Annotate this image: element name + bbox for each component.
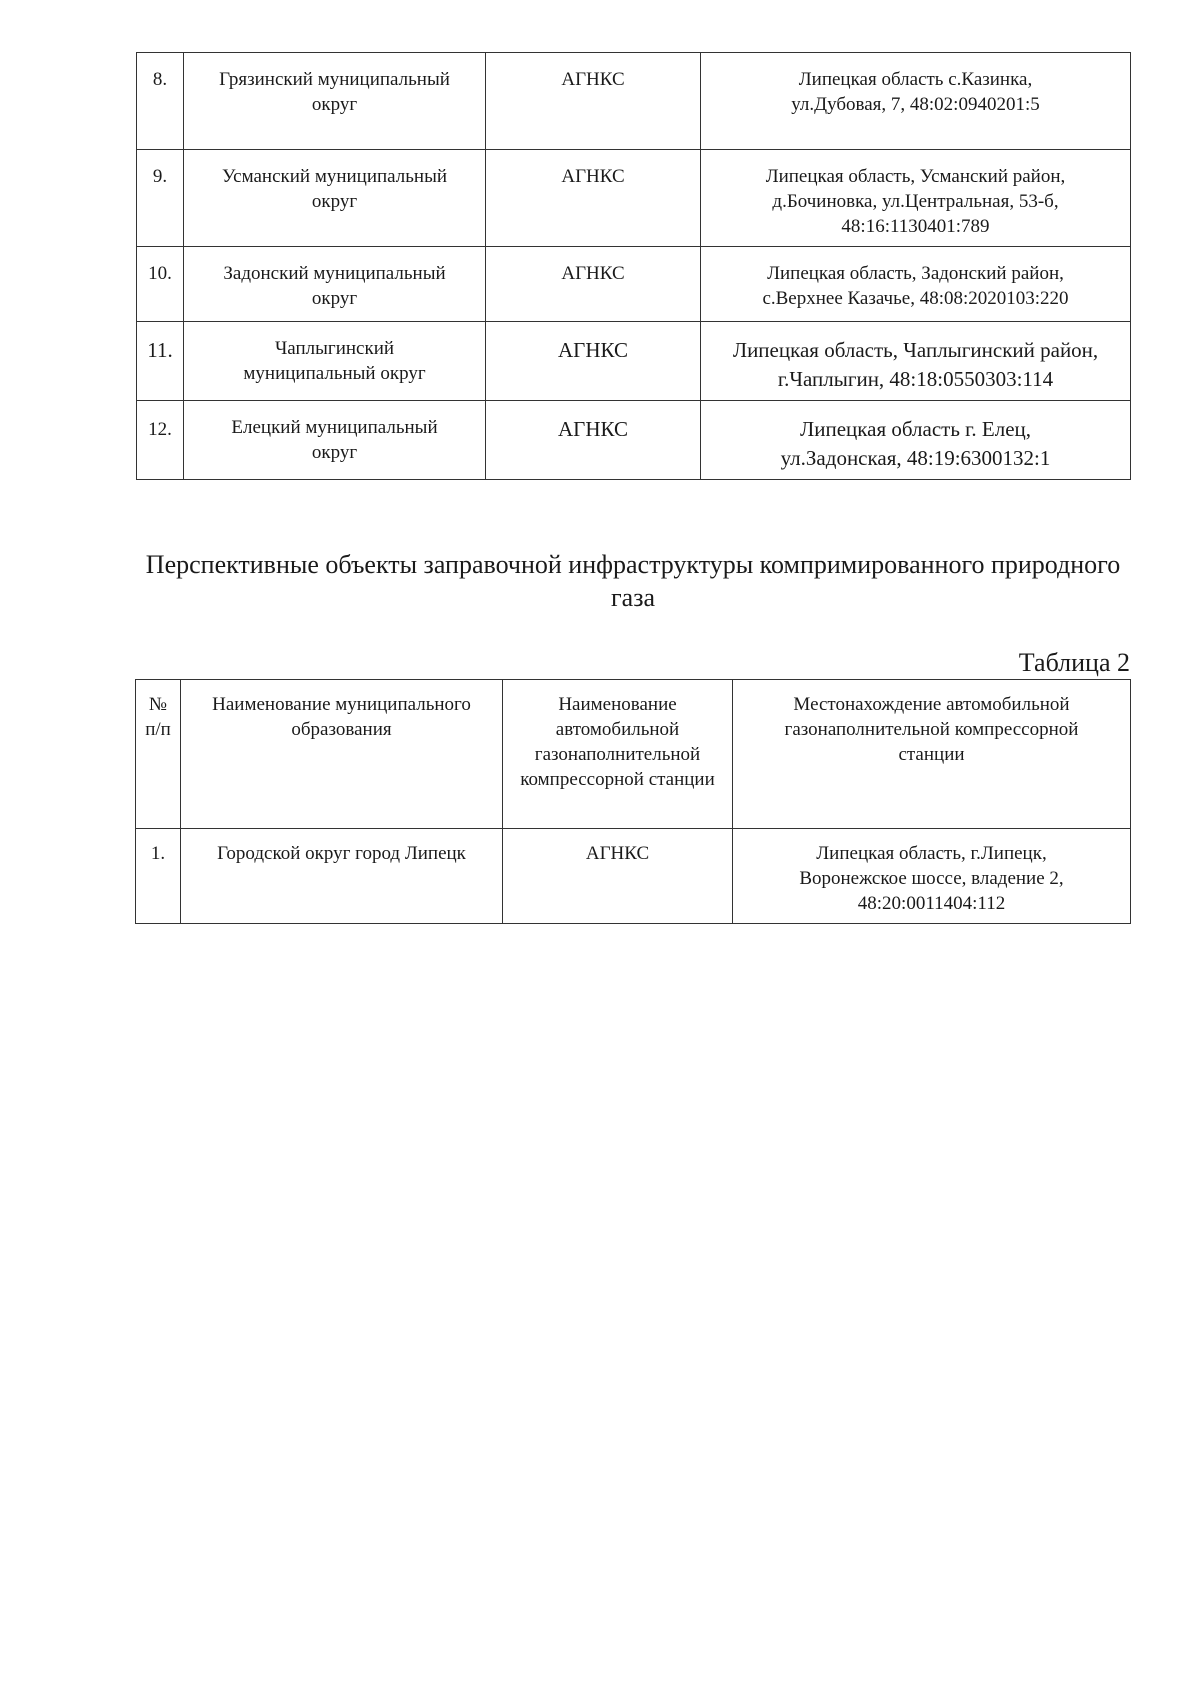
municipality-name: Городской округ город Липецк	[181, 829, 503, 924]
row-number: 1.	[136, 829, 181, 924]
table-row	[137, 247, 1131, 322]
municipality-name: Грязинский муниципальный округ	[184, 53, 486, 150]
station-location: Липецкая область, Чаплыгинский район, г.Чаплыгин, 48:18:0550303:114	[701, 322, 1131, 401]
table-caption: Таблица 2	[1018, 648, 1130, 677]
header-municipality: Наименование муниципального образования	[181, 680, 503, 829]
header-location: Местонахождение автомобильной газонаполнительной компрессорной станции	[733, 680, 1131, 829]
prospective-objects-table	[135, 679, 1131, 924]
table-row	[137, 322, 1131, 401]
section-heading: Перспективные объекты заправочной инфраструктуры компримированного природного газа	[145, 550, 1121, 612]
row-number: 10.	[137, 247, 184, 322]
municipality-name: Усманский муниципальный округ	[184, 150, 486, 247]
station-location: Липецкая область, Усманский район, д.Бочиновка, ул.Центральная, 53-б, 48:16:1130401:789	[701, 150, 1131, 247]
row-number: 9.	[137, 150, 184, 247]
objects-table-continuation	[136, 52, 1131, 480]
station-location: Липецкая область с.Казинка, ул.Дубовая, 7, 48:02:0940201:5	[701, 53, 1131, 150]
table-row	[137, 53, 1131, 150]
station-name: АГНКС	[486, 150, 701, 247]
municipality-name: Елецкий муниципальный округ	[184, 401, 486, 480]
table-row	[137, 401, 1131, 480]
table-row	[137, 150, 1131, 247]
row-number: 12.	[137, 401, 184, 480]
station-location: Липецкая область, г.Липецк, Воронежское шоссе, владение 2, 48:20:0011404:112	[733, 829, 1131, 924]
table-header-row	[136, 680, 1131, 829]
station-location: Липецкая область г. Елец, ул.Задонская, 48:19:6300132:1	[701, 401, 1131, 480]
table-row	[136, 829, 1131, 924]
station-name: АГНКС	[486, 247, 701, 322]
station-name: АГНКС	[486, 53, 701, 150]
station-name: АГНКС	[486, 322, 701, 401]
header-station: Наименование автомобильной газонаполнительной компрессорной станции	[503, 680, 733, 829]
header-number: № п/п	[136, 680, 181, 829]
row-number: 8.	[137, 53, 184, 150]
row-number: 11.	[137, 322, 184, 401]
municipality-name: Задонский муниципальный округ	[184, 247, 486, 322]
station-name: АГНКС	[503, 829, 733, 924]
municipality-name: Чаплыгинский муниципальный округ	[184, 322, 486, 401]
station-name: АГНКС	[486, 401, 701, 480]
station-location: Липецкая область, Задонский район, с.Верхнее Казачье, 48:08:2020103:220	[701, 247, 1131, 322]
